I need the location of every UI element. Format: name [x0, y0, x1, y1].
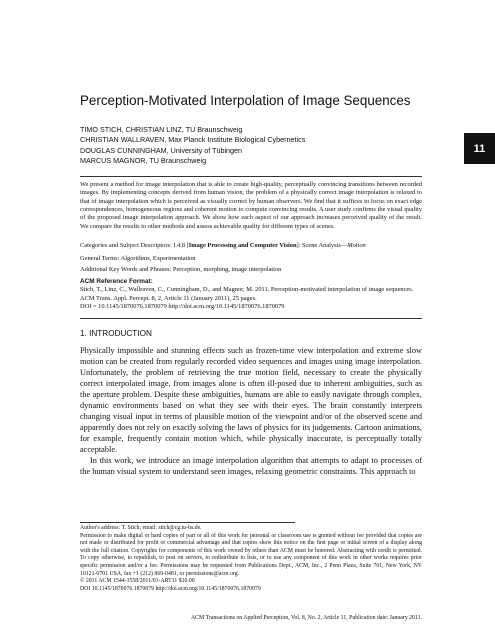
abstract [80, 181, 422, 231]
footnote-author: Author's address: T. Stich; email: stich@cg.tu-bs.de. [80, 525, 202, 531]
footnote-doi: DOI 10.1145/1870076.1870079 http://doi.acm.org/10.1145/1870076.1870079 [80, 585, 261, 592]
author-line: CHRISTIAN WALLRAVEN, Max Planck Institute Biological Cybernetics [80, 135, 306, 145]
categories-prefix: Categories and Subject Descriptors: I.4.8 [ [80, 242, 189, 249]
author-line: TIMO STICH, CHRISTIAN LINZ, TU Braunschweig [80, 125, 243, 134]
reference-line: DOI = 10.1145/1870076.1870079 http://doi.acm.org/10.1145/1870076.1870079 [80, 303, 285, 311]
header-divider [80, 176, 422, 177]
keywords: Additional Key Words and Phrases: Perception, morphing, image interpolation [80, 266, 282, 273]
author-line: DOUGLAS CUNNINGHAM, University of Tübingen [80, 145, 243, 155]
categories-topic: Image Processing and Computer Vision [188, 242, 297, 249]
intro-paragraph: In this work, we introduce an image interpolation algorithm that attempts to adapt to processes of the human visual system to understand seen images, relaxing geometric constraints. This approach to [80, 456, 422, 476]
footnote-permission: Permission to make digital or hard copies of part or all of this work for personal or classroom use is granted without fee provided that copies are not made or distributed for profit or commercial advantage and that copies show this notice on the first page or initial screen of a display along with the full citation. Copyrights for components of this work owned by others than ACM must be honored. Abstracting with credit is permitted. To copy otherwise, to republish, to post on servers, to redistribute to lists, or to use any component of this work in other works requires prior specific permission and/or a fee. Permissions may be requested from Publications Dept., ACM, Inc., 2 Penn Plaza, Suite 701, New York, NY 10121-0701 USA, fax +1 (212) 869-0481, or permissions@acm.org. [80, 532, 422, 577]
author-line: MARCUS MAGNOR, TU Braunschweig [80, 155, 207, 165]
categories-line [80, 242, 422, 250]
paper-title: Perception-Motivated Interpolation of Image Sequences [80, 93, 411, 108]
reference-line: Stich, T., Linz, C., Wallraven, C., Cunningham, D., and Magnor, M. 2011. Perception-motivated interpolation of image sequences. [80, 286, 414, 294]
footnote-copyright: © 2011 ACM 1544-3558/2011/01-ART11 $10.00 [80, 578, 195, 585]
running-footer: ACM Transactions on Applied Perception, Vol. 8, No. 2, Article 11, Publication date: January 2011. [190, 615, 422, 621]
abstract-divider [80, 318, 422, 319]
article-number-tab: 11 [464, 133, 495, 164]
introduction-body [80, 345, 422, 477]
footnote-divider [80, 522, 295, 523]
categories-subject: Motion [347, 242, 366, 249]
abstract-text: We present a method for image interpolation that is able to create high-quality, perceptually convincing transitions between recorded images. By implementing concepts derived from human vision, the problem of a physically correct image interpolation is relaxed to that of image interpolation which is perceived as visually correct by human observers. We find that it suffices to focus on exact edge correspondences, homogeneous regions and coherent motion to compute convincing results. A user study confirms the visual quality of the proposed image interpolation approach. We show how each aspect of our approach increases perceived quality of the result. We compare the results to other methods and assess achievable quality for different types of scenes. [80, 181, 422, 230]
reference-line: ACM Trans. Appl. Percept. 8, 2, Article 11 (January 2011), 25 pages. [80, 294, 257, 302]
reference-format [80, 278, 422, 311]
intro-paragraph: Physically impossible and stunning effects such as frozen-time view interpolation and extreme slow motion can be created from regularly recorded video sequences and images using image interpolation. Unfortunately, the problem of retrieving the true motion field, necessary to create the physically correct interpolated image, from images alone is often ill-posed due to inherent ambiguities, such as the aperture problem. Despite these ambiguities, humans are able to easily navigate through complex, dynamic environments based on what they see with their eyes. The brain constantly interprets changing visual input in terms of plausible motion of the viewpoint and/or of the observed scene and apparently does not rely on exactly solving the laws of physics for its judgements. Cartoon animations, for example, frequently contain motion which, while physically inaccurate, is perceptually totally acceptable. [80, 346, 422, 454]
section-heading: 1. INTRODUCTION [80, 329, 152, 338]
general-terms: General Terms: Algorithms, Experimentation [80, 255, 196, 262]
footnotes [80, 525, 422, 593]
reference-heading: ACM Reference Format: [80, 278, 153, 285]
categories-middle: ]: Scene Analysis— [296, 242, 348, 249]
author-list [80, 125, 410, 166]
